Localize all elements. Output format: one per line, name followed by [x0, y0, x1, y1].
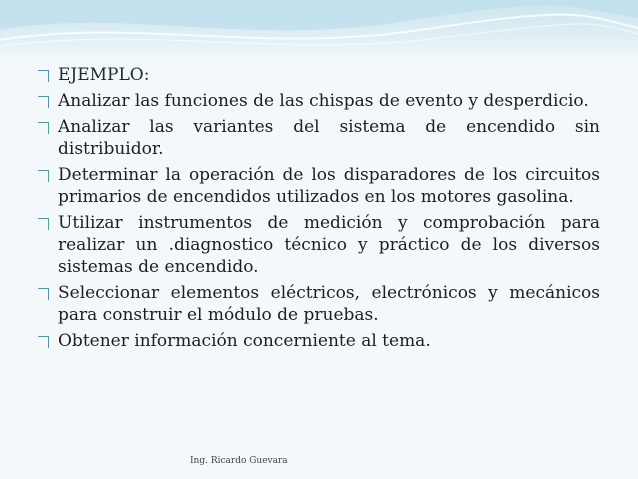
list-item-text: EJEMPLO: — [58, 65, 150, 85]
slide-content — [36, 64, 600, 356]
list-item-text: Obtener información concerniente al tema. — [58, 331, 431, 351]
bullet-icon — [38, 288, 49, 300]
list-item-text: Determinar la operación de los disparadores de los circuitos primarios de encendidos utilizados en los motores gasolina. — [58, 165, 600, 207]
bullet-icon — [38, 336, 49, 348]
list-item — [36, 116, 600, 160]
list-item — [36, 64, 600, 86]
bullet-icon — [38, 218, 49, 230]
list-item-text: Utilizar instrumentos de medición y comprobación para realizar un .diagnostico técnico y práctico de los diversos sistemas de encendido. — [58, 213, 600, 277]
bullet-icon — [38, 96, 49, 108]
bullet-icon — [38, 122, 49, 134]
list-item — [36, 282, 600, 326]
list-item-text: Seleccionar elementos eléctricos, electrónicos y mecánicos para construir el módulo de pruebas. — [58, 283, 600, 325]
list-item — [36, 164, 600, 208]
header-band — [0, 0, 638, 56]
bullet-icon — [38, 70, 49, 82]
list-item-text: Analizar las funciones de las chispas de evento y desperdicio. — [58, 91, 589, 111]
footer-author: Ing. Ricardo Guevara — [190, 456, 288, 466]
bullet-icon — [38, 170, 49, 182]
list-item — [36, 330, 600, 352]
list-item — [36, 90, 600, 112]
list-item-text: Analizar las variantes del sistema de encendido sin distribuidor. — [58, 117, 600, 159]
list-item — [36, 212, 600, 278]
header-wave-decoration — [0, 0, 638, 56]
